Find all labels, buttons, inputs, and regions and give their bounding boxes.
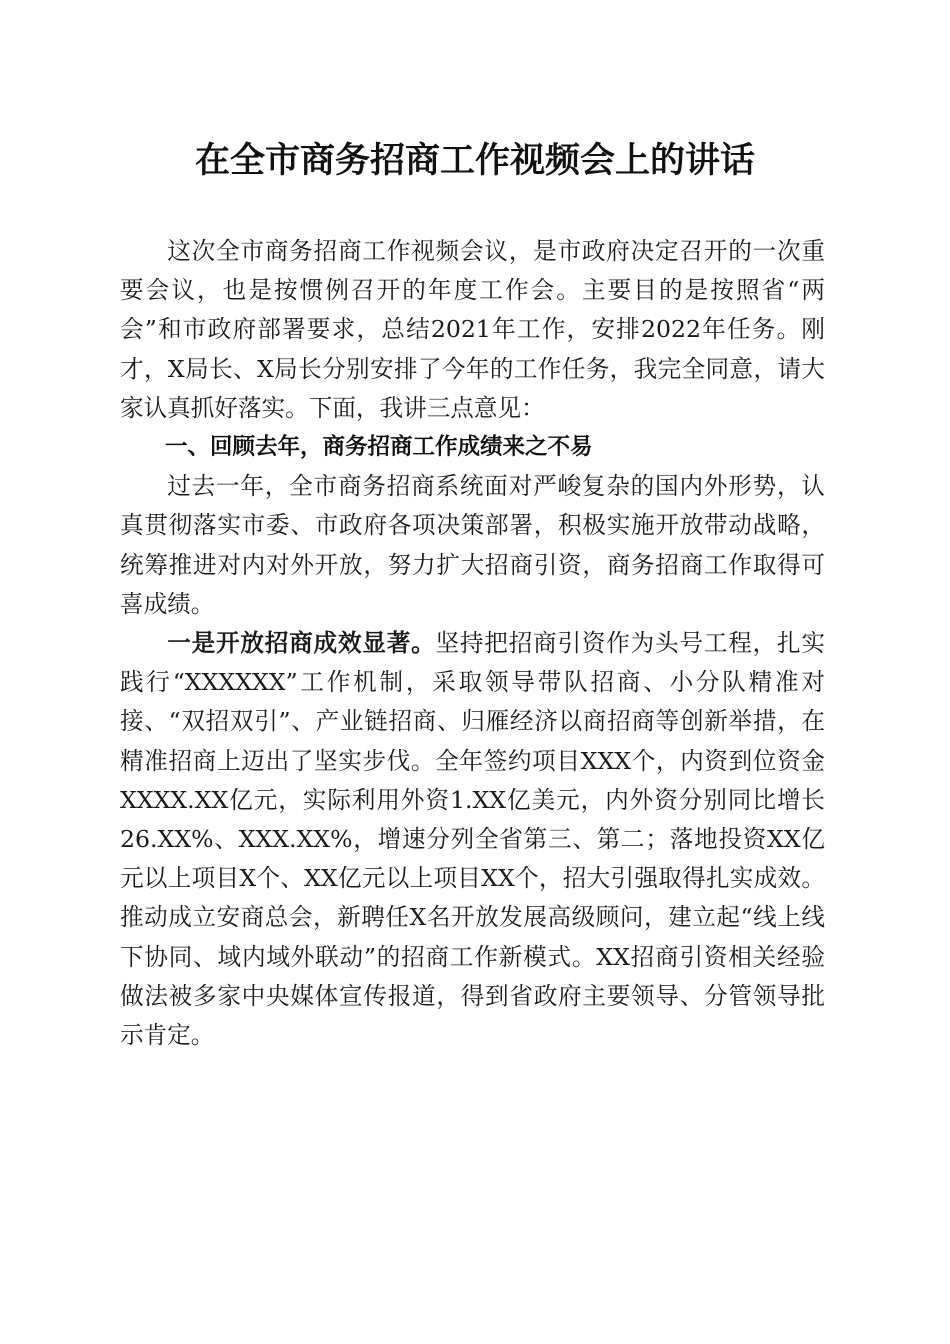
- intro-paragraph: 这次全市商务招商工作视频会议，是市政府决定召开的一次重要会议，也是按惯例召开的年度工作会。主要目的是按照省“两会”和市政府部署要求，总结2021年工作，安排2022年任务。刚才，X局长、X局长分别安排了今年的工作任务，我完全同意，请大家认真抓好落实。下面，我讲三点意见：: [120, 237, 825, 422]
- point1-lead: 一是开放招商成效显著。: [167, 629, 436, 658]
- point1-paragraph: [120, 624, 825, 1055]
- document-body: [120, 232, 825, 1055]
- document-title: 在全市商务招商工作视频会上的讲话: [194, 140, 755, 181]
- section1-paragraph: 过去一年，全市商务招商系统面对严峻复杂的国内外形势，认真贯彻落实市委、市政府各项决策部署，积极实施开放带动战略，统筹推进对内对外开放，努力扩大招商引资，商务招商工作取得可喜成绩。: [120, 472, 825, 618]
- point1-body: 坚持把招商引资作为头号工程，扎实践行“XXXXXX”工作机制，采取领导带队招商、小分队精准对接、“双招双引”、产业链招商、归雁经济以商招商等创新举措，在精准招商上迈出了坚实步伐。全年签约项目XXX个，内资到位资金XXXX.XX亿元，实际利用外资1.XX亿美元，内外资分别同比增长26.XX%、XXX.XX%，增速分列全省第三、第二；落地投资XX亿元以上项目X个、XX亿元以上项目XX个，招大引强取得扎实成效。推动成立安商总会，新聘任X名开放发展高级顾问，建立起“线上线下协同、域内域外联动”的招商工作新模式。XX招商引资相关经验做法被多家中央媒体宣传报道，得到省政府主要领导、分管领导批示肯定。: [120, 629, 826, 1050]
- section-heading-1: 一、回顾去年，商务招商工作成绩来之不易: [165, 434, 593, 461]
